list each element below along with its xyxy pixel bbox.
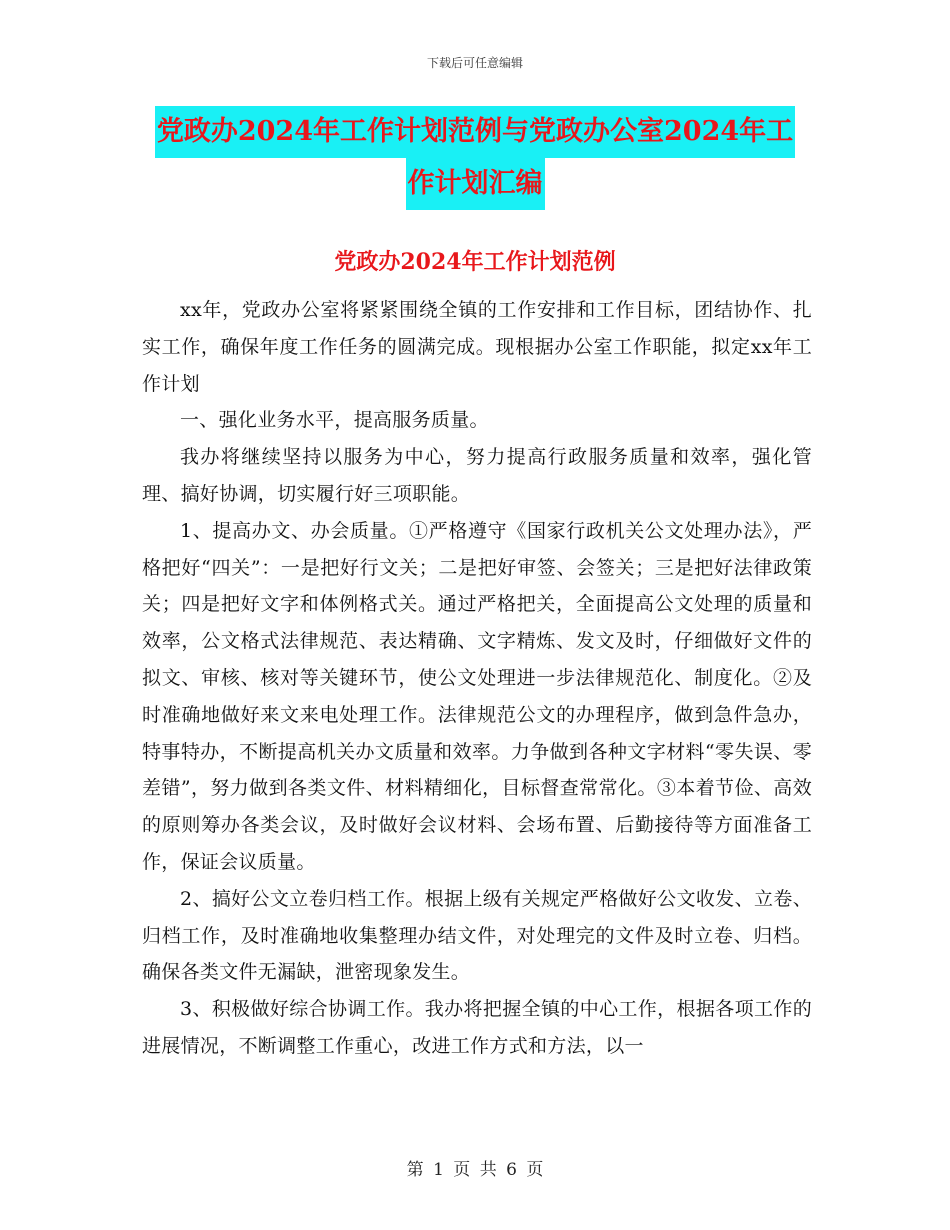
paragraph-item-1: 1、提高办文、办会质量。①严格遵守《国家行政机关公文处理办法》，严格把好“四关”：一是把好行文关；二是把好审签、会签关；三是把好法律政策关；四是把好文字和体例格式关。通过严格把关，全面提高公文处理的质量和效率，公文格式法律规范、表达精确、文字精炼、发文及时，仔细做好文件的拟文、审核、核对等关键环节，使公文处理进一步法律规范化、制度化。②及时准确地做好来文来电处理工作。法律规范公文的办理程序，做到急件急办，特事特办，不断提高机关办文质量和效率。力争做到各种文字材料“零失误、零差错”，努力做到各类文件、材料精细化，目标督查常常化。③本着节俭、高效的原则筹办各类会议，及时做好会议材料、会场布置、后勤接待等方面准备工作，保证会议质量。: [142, 519, 812, 873]
paragraph-intro: xx年，党政办公室将紧紧围绕全镇的工作安排和工作目标，团结协作、扎实工作，确保年度工作任务的圆满完成。现根据办公室工作职能，拟定xx年工作计划: [142, 299, 812, 395]
document-title-line-1: 党政办2024年工作计划范例与党政办公室2024年工: [155, 106, 795, 158]
page-header-note: 下载后可任意编辑: [426, 56, 523, 70]
document-title: [0, 106, 950, 210]
page-number-footer: 第 1 页 共 6 页: [406, 1160, 544, 1180]
paragraph-service: 我办将继续坚持以服务为中心，努力提高行政服务质量和效率，强化管理、搞好协调，切实履行好三项职能。: [142, 446, 812, 505]
paragraph-heading-1: 一、强化业务水平，提高服务质量。: [180, 409, 489, 432]
paragraph-item-2: 2、搞好公文立卷归档工作。根据上级有关规定严格做好公文收发、立卷、归档工作，及时准确地收集整理办结文件，对处理完的文件及时立卷、归档。确保各类文件无漏缺，泄密现象发生。: [142, 887, 812, 984]
section-title: 党政办2024年工作计划范例: [334, 249, 616, 275]
document-title-line-2: 作计划汇编: [406, 158, 545, 210]
paragraph-item-3: 3、积极做好综合协调工作。我办将把握全镇的中心工作，根据各项工作的进展情况，不断调整工作重心，改进工作方式和方法，以一: [142, 998, 812, 1057]
document-body: [142, 292, 812, 1065]
